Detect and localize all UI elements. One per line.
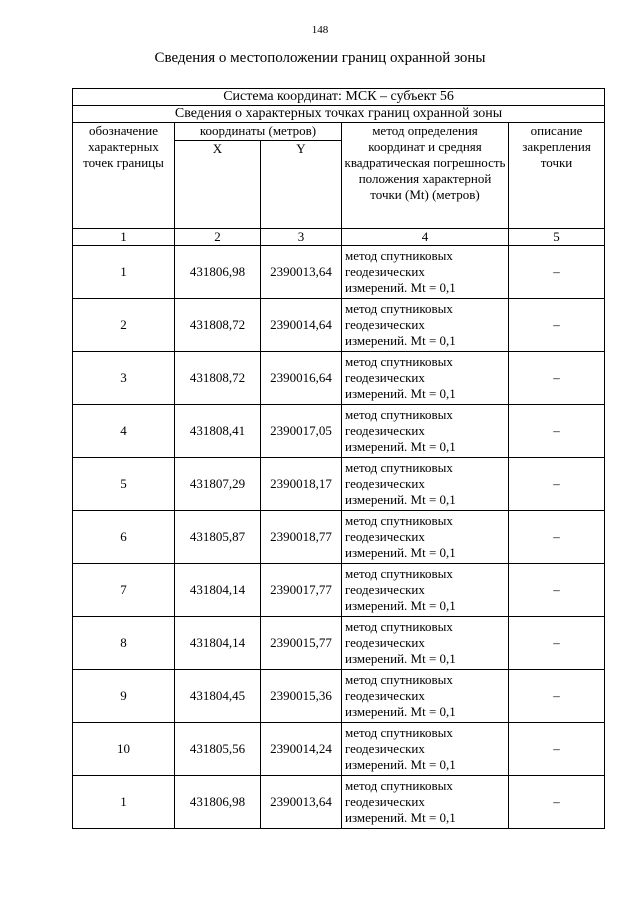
- method-line: геодезических: [345, 635, 425, 650]
- boundary-points-table: [72, 88, 605, 829]
- point-cell: 6: [73, 511, 175, 564]
- header-point-designation: обозначение характерных точек границы: [73, 123, 175, 229]
- document-title: Сведения о местоположении границ охранной зоны: [154, 50, 486, 66]
- y-coordinate-cell: 2390017,77: [261, 564, 342, 617]
- point-cell: 4: [73, 405, 175, 458]
- table-row: [73, 723, 605, 776]
- method-cell: [342, 670, 509, 723]
- table-row: [73, 511, 605, 564]
- method-line: метод спутниковых: [345, 460, 453, 475]
- description-cell: –: [509, 246, 605, 299]
- method-line: геодезических: [345, 582, 425, 597]
- x-coordinate-cell: 431808,72: [175, 352, 261, 405]
- method-line: геодезических: [345, 741, 425, 756]
- x-coordinate-cell: 431806,98: [175, 246, 261, 299]
- method-line: измерений. Mt = 0,1: [345, 386, 456, 401]
- x-coordinate-cell: 431808,72: [175, 299, 261, 352]
- description-cell: –: [509, 723, 605, 776]
- method-cell: [342, 352, 509, 405]
- method-line: метод спутниковых: [345, 513, 453, 528]
- method-line: измерений. Mt = 0,1: [345, 598, 456, 613]
- description-cell: –: [509, 564, 605, 617]
- point-cell: 9: [73, 670, 175, 723]
- y-coordinate-cell: 2390014,24: [261, 723, 342, 776]
- point-cell: 7: [73, 564, 175, 617]
- header-description: описание закрепления точки: [509, 123, 605, 229]
- method-line: измерений. Mt = 0,1: [345, 333, 456, 348]
- table-row: [73, 299, 605, 352]
- table-row: [73, 246, 605, 299]
- column-number: 1: [73, 229, 175, 246]
- point-cell: 2: [73, 299, 175, 352]
- method-line: метод спутниковых: [345, 248, 453, 263]
- column-number: 3: [261, 229, 342, 246]
- method-cell: [342, 617, 509, 670]
- header-y: Y: [261, 141, 342, 229]
- method-line: измерений. Mt = 0,1: [345, 439, 456, 454]
- method-line: измерений. Mt = 0,1: [345, 280, 456, 295]
- table-row: [73, 564, 605, 617]
- method-line: метод спутниковых: [345, 301, 453, 316]
- method-line: геодезических: [345, 476, 425, 491]
- y-coordinate-cell: 2390016,64: [261, 352, 342, 405]
- y-coordinate-cell: 2390017,05: [261, 405, 342, 458]
- y-coordinate-cell: 2390015,77: [261, 617, 342, 670]
- method-cell: [342, 299, 509, 352]
- method-line: измерений. Mt = 0,1: [345, 651, 456, 666]
- method-cell: [342, 723, 509, 776]
- header-method: метод определения координат и средняя квадратическая погрешность положения характерной точки (Mt) (метров): [342, 123, 509, 229]
- method-line: метод спутниковых: [345, 354, 453, 369]
- page-number: 148: [311, 24, 329, 36]
- column-number: 5: [509, 229, 605, 246]
- table-row: [73, 670, 605, 723]
- method-line: геодезических: [345, 317, 425, 332]
- method-line: метод спутниковых: [345, 672, 453, 687]
- method-line: метод спутниковых: [345, 619, 453, 634]
- method-line: геодезических: [345, 370, 425, 385]
- x-coordinate-cell: 431808,41: [175, 405, 261, 458]
- table-row: [73, 405, 605, 458]
- method-line: метод спутниковых: [345, 566, 453, 581]
- point-cell: 1: [73, 246, 175, 299]
- method-cell: [342, 564, 509, 617]
- x-coordinate-cell: 431804,14: [175, 617, 261, 670]
- column-number: 2: [175, 229, 261, 246]
- x-coordinate-cell: 431804,45: [175, 670, 261, 723]
- method-line: геодезических: [345, 794, 425, 809]
- method-cell: [342, 405, 509, 458]
- description-cell: –: [509, 352, 605, 405]
- y-coordinate-cell: 2390014,64: [261, 299, 342, 352]
- point-cell: 8: [73, 617, 175, 670]
- method-cell: [342, 511, 509, 564]
- header-coordinates: координаты (метров): [175, 123, 342, 141]
- info-header-cell: Сведения о характерных точках границ охранной зоны: [73, 106, 605, 123]
- x-coordinate-cell: 431807,29: [175, 458, 261, 511]
- x-coordinate-cell: 431805,56: [175, 723, 261, 776]
- point-cell: 1: [73, 776, 175, 829]
- method-cell: [342, 458, 509, 511]
- method-cell: [342, 246, 509, 299]
- method-line: измерений. Mt = 0,1: [345, 810, 456, 825]
- point-cell: 5: [73, 458, 175, 511]
- y-coordinate-cell: 2390018,77: [261, 511, 342, 564]
- method-line: метод спутниковых: [345, 407, 453, 422]
- description-cell: –: [509, 776, 605, 829]
- x-coordinate-cell: 431805,87: [175, 511, 261, 564]
- header-x: X: [175, 141, 261, 229]
- method-line: геодезических: [345, 688, 425, 703]
- method-line: геодезических: [345, 423, 425, 438]
- description-cell: –: [509, 405, 605, 458]
- point-cell: 10: [73, 723, 175, 776]
- x-coordinate-cell: 431806,98: [175, 776, 261, 829]
- description-cell: –: [509, 299, 605, 352]
- table-row: [73, 458, 605, 511]
- y-coordinate-cell: 2390013,64: [261, 246, 342, 299]
- point-cell: 3: [73, 352, 175, 405]
- method-line: измерений. Mt = 0,1: [345, 545, 456, 560]
- table-row: [73, 617, 605, 670]
- description-cell: –: [509, 617, 605, 670]
- y-coordinate-cell: 2390013,64: [261, 776, 342, 829]
- column-number: 4: [342, 229, 509, 246]
- coordinate-system-cell: Система координат: МСК – субъект 56: [73, 89, 605, 106]
- y-coordinate-cell: 2390015,36: [261, 670, 342, 723]
- method-line: измерений. Mt = 0,1: [345, 757, 456, 772]
- description-cell: –: [509, 458, 605, 511]
- y-coordinate-cell: 2390018,17: [261, 458, 342, 511]
- method-line: измерений. Mt = 0,1: [345, 492, 456, 507]
- table-body: [73, 246, 605, 829]
- method-line: геодезических: [345, 529, 425, 544]
- description-cell: –: [509, 670, 605, 723]
- table-row: [73, 352, 605, 405]
- method-cell: [342, 776, 509, 829]
- description-cell: –: [509, 511, 605, 564]
- x-coordinate-cell: 431804,14: [175, 564, 261, 617]
- method-line: геодезических: [345, 264, 425, 279]
- method-line: метод спутниковых: [345, 778, 453, 793]
- method-line: метод спутниковых: [345, 725, 453, 740]
- method-line: измерений. Mt = 0,1: [345, 704, 456, 719]
- table-row: [73, 776, 605, 829]
